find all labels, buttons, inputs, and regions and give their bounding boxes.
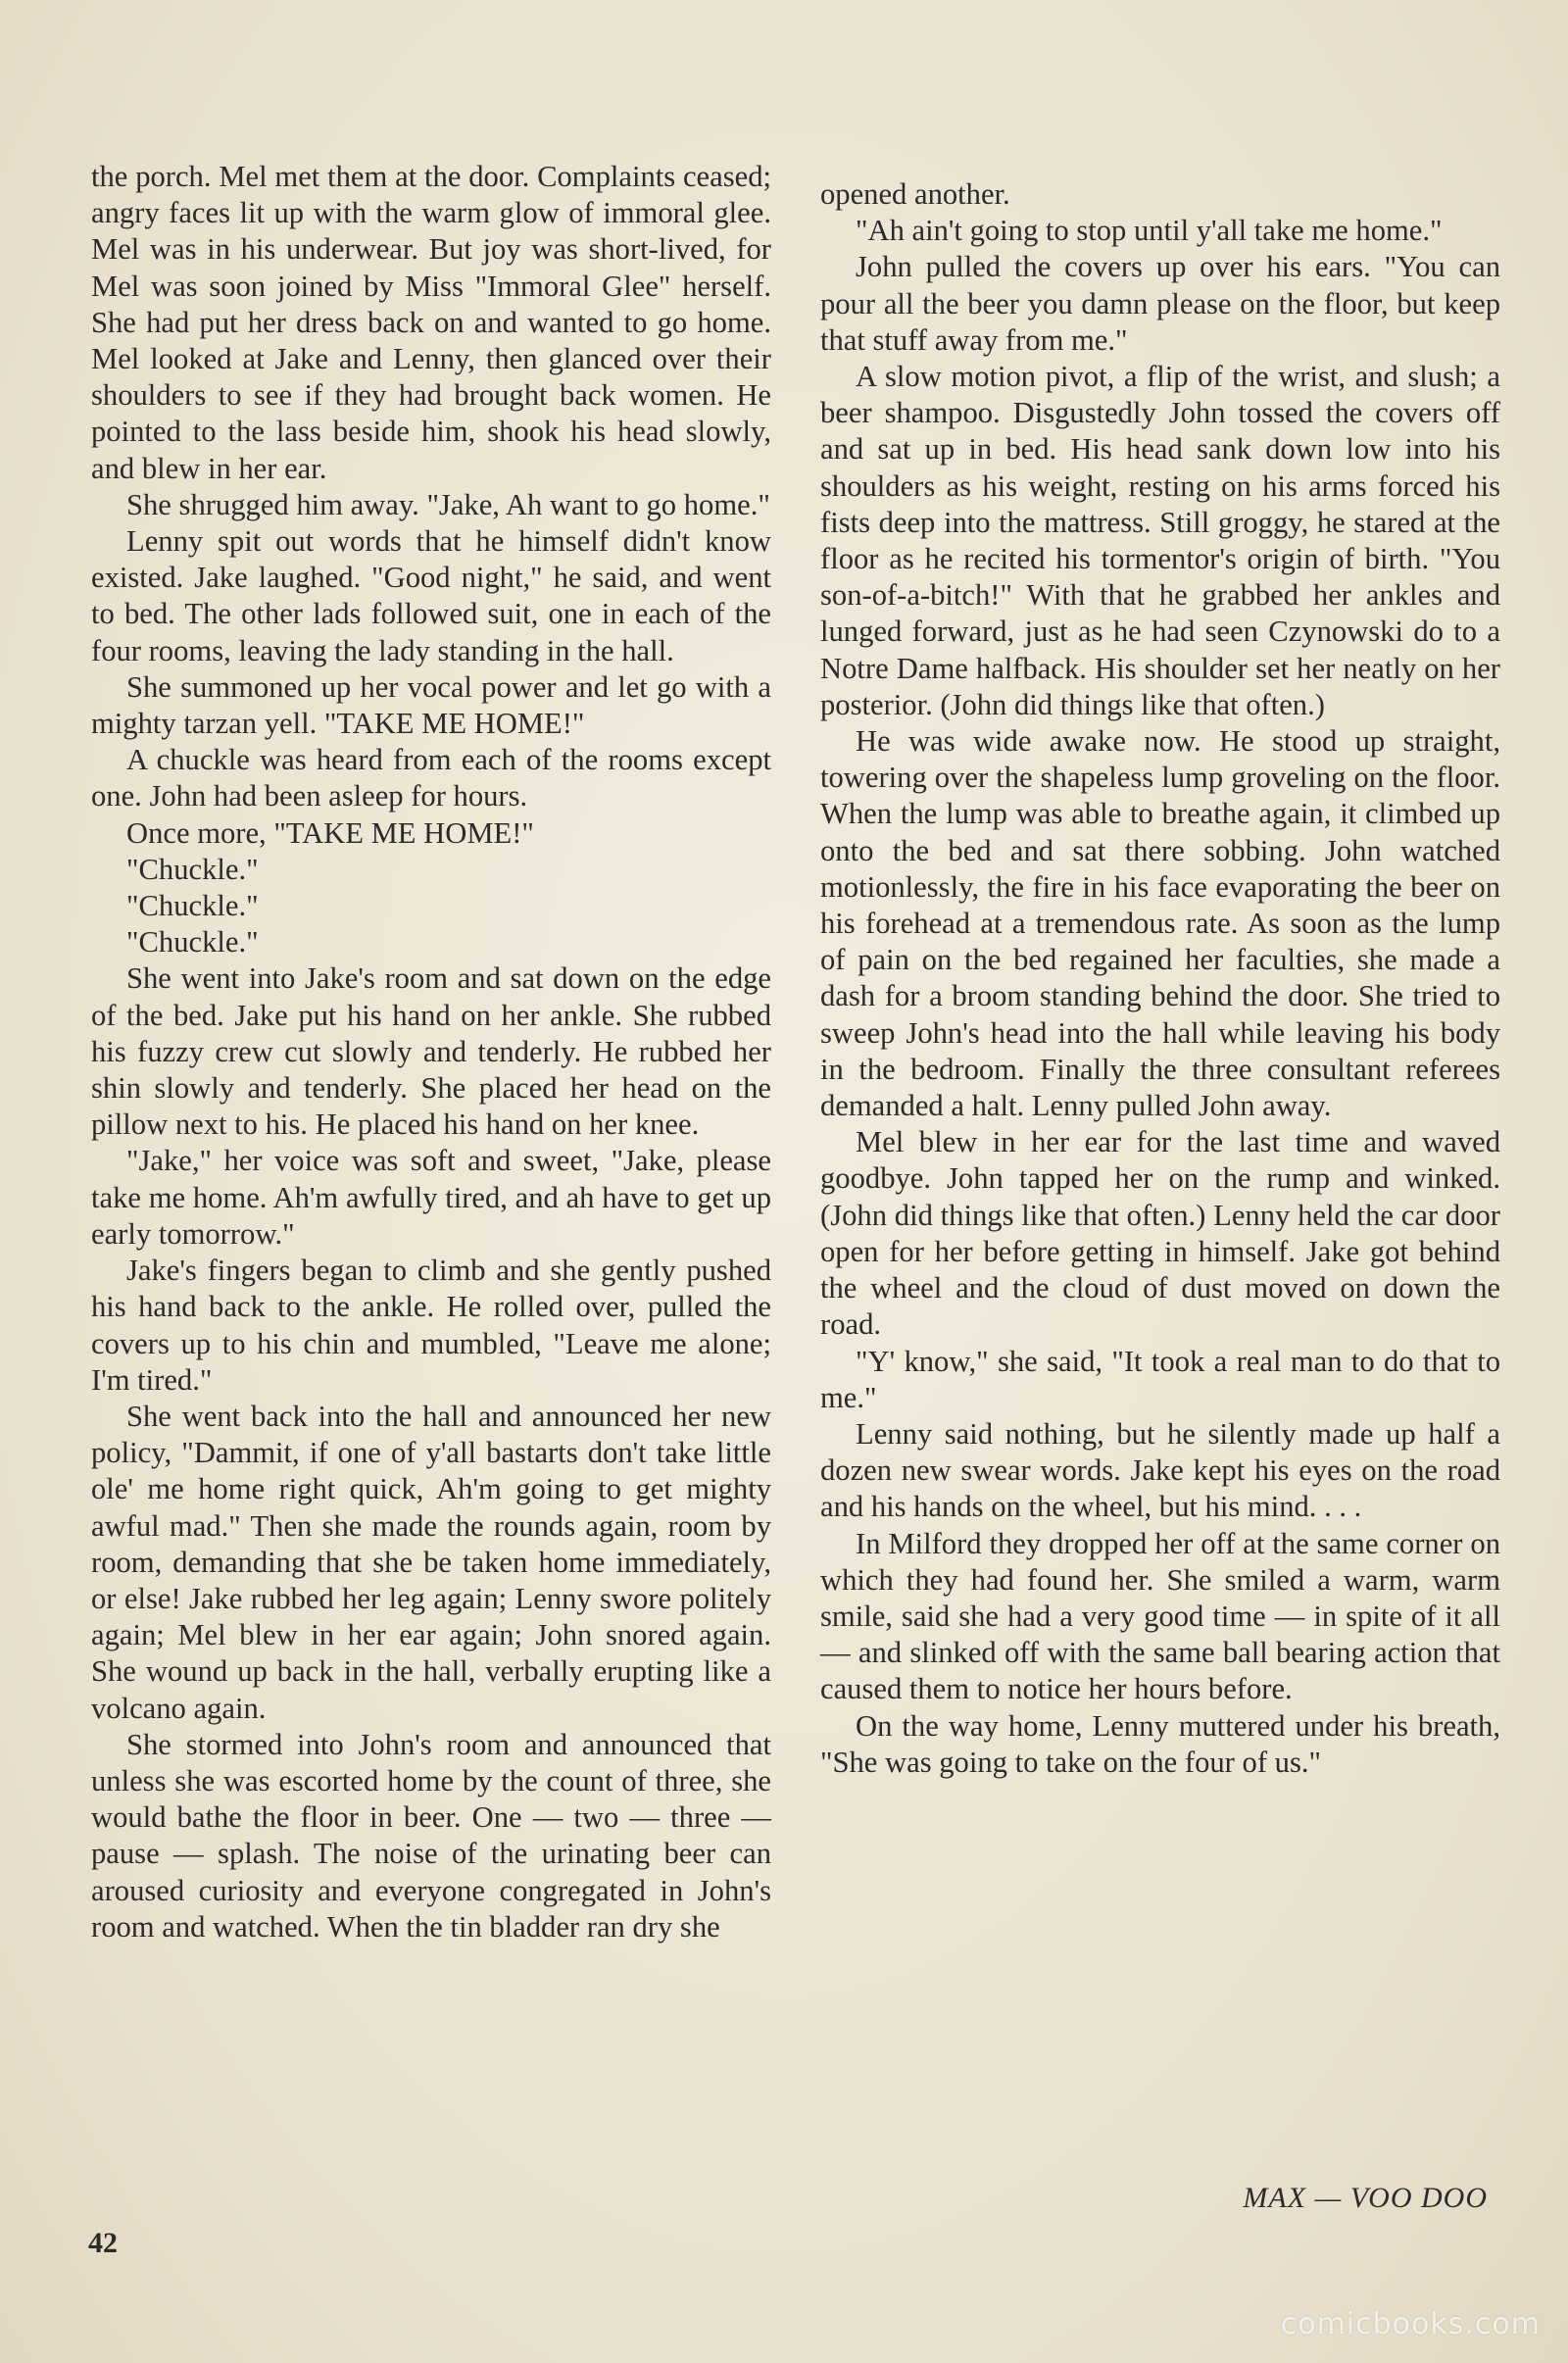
- paragraph: In Milford they dropped her off at the same corner on which they had found her. She smiled a warm, warm smile, said she had a very good time — in spite of it all — and slinked off with the same ball bearing action that caused them to notice her hours before.: [820, 1526, 1500, 1706]
- watermark: comicbooks.com: [1280, 2307, 1541, 2341]
- paragraph: She went into Jake's room and sat down on the edge of the bed. Jake put his hand on her ankle. She rubbed his fuzzy crew cut slowly and tenderly. He rubbed her shin slowly and tenderly. She placed her head on the pillow next to his. He placed his hand on her knee.: [91, 961, 771, 1142]
- paragraph: opened another.: [820, 177, 1010, 211]
- paragraph: "Chuckle.": [126, 852, 259, 886]
- paragraph: Lenny said nothing, but he silently made up half a dozen new swear words. Jake kept his eyes on the road and his hands on the wheel, but his mind. . . .: [820, 1416, 1500, 1524]
- paragraph: Lenny spit out words that he himself didn't know existed. Jake laughed. "Good night," he said, and went to bed. The other lads followed suit, one in each of the four rooms, leaving the lady standing in the hall.: [91, 524, 771, 667]
- paragraph: Once more, "TAKE ME HOME!": [126, 815, 534, 850]
- paragraph: "Chuckle.": [126, 925, 259, 960]
- author-signature: MAX — VOO DOO: [1243, 2182, 1488, 2214]
- paragraph: A chuckle was heard from each of the rooms except one. John had been asleep for hours.: [91, 743, 771, 813]
- page-number: 42: [88, 2227, 118, 2259]
- paragraph: "Jake," her voice was soft and sweet, "Jake, please take me home. Ah'm awfully tired, and ah have to get up early tomorrow.": [91, 1144, 771, 1251]
- paragraph: A slow motion pivot, a flip of the wrist, and slush; a beer shampoo. Disgustedly John tossed the covers off and sat up in bed. His head sank down low into his shoulders as his weight, resting on his arms forced his fists deep into the mattress. Still groggy, he stared at the floor as he recited his tormentor's origin of birth. "You son-of-a-bitch!" With that he grabbed her ankles and lunged forward, just as he had seen Czynowski do to a Notre Dame halfback. His shoulder set her neatly on her posterior. (John did things like that often.): [820, 360, 1500, 721]
- paragraph: "Y' know," she said, "It took a real man to do that to me.": [820, 1344, 1500, 1414]
- paragraph: He was wide awake now. He stood up straight, towering over the shapeless lump groveling on the floor. When the lump was able to breathe again, it climbed up onto the bed and sat there sobbing. John watched motionlessly, the fire in his face evaporating the beer on his forehead at a tremendous rate. As soon as the lump of pain on the bed regained her faculties, she made a dash for a broom standing behind the door. She tried to sweep John's head into the hall while leaving his body in the bedroom. Finally the three consultant referees demanded a halt. Lenny pulled John away.: [820, 724, 1500, 1123]
- paragraph: She summoned up her vocal power and let go with a mighty tarzan yell. "TAKE ME HOME!": [91, 669, 771, 741]
- paragraph: On the way home, Lenny muttered under his breath, "She was going to take on the four of us.": [820, 1708, 1500, 1779]
- paragraph: She shrugged him away. "Jake, Ah want to go home.": [126, 487, 770, 521]
- paragraph: "Chuckle.": [126, 889, 259, 923]
- paragraph: Jake's fingers began to climb and she gently pushed his hand back to the ankle. He rolled over, pulled the covers up to his chin and mumbled, "Leave me alone; I'm tired.": [91, 1254, 771, 1397]
- paragraph: John pulled the covers up over his ears. "You can pour all the beer you damn please on the floor, but keep that stuff away from me.": [820, 250, 1500, 357]
- paragraph: She went back into the hall and announced her new policy, "Dammit, if one of y'all bastarts don't take little ole' me home right quick, Ah'm going to get mighty awful mad." Then she made the rounds again, room by room, demanding that she be taken home immediately, or else! Jake rubbed her leg again; Lenny swore politely again; Mel blew in her ear again; John snored again. She wound up back in the hall, verbally erupting like a volcano again.: [91, 1399, 771, 1725]
- paragraph: the porch. Mel met them at the door. Complaints ceased; angry faces lit up with the warm glow of immoral glee. Mel was in his underwear. But joy was short-lived, for Mel was soon joined by Miss "Immoral Glee" herself. She had put her dress back on and wanted to go home. Mel looked at Jake and Lenny, then glanced over their shoulders to see if they had brought back women. He pointed to the lass beside him, shook his head slowly, and blew in her ear.: [91, 160, 771, 485]
- paragraph: She stormed into John's room and announced that unless she was escorted home by the count of three, she would bathe the floor in beer. One — two — three — pause — splash. The noise of the urinating beer can aroused curiosity and everyone congregated in John's room and watched. When the tin bladder ran dry she: [91, 1727, 771, 1944]
- paragraph: Mel blew in her ear for the last time and waved goodbye. John tapped her on the rump and winked. (John did things like that often.) Lenny held the car door open for her before getting in himself. Jake got behind the wheel and the cloud of dust moved on down the road.: [820, 1125, 1500, 1342]
- paragraph: "Ah ain't going to stop until y'all take me home.": [856, 214, 1443, 248]
- right-text-column: [820, 176, 1500, 1781]
- left-text-column: [91, 159, 771, 1945]
